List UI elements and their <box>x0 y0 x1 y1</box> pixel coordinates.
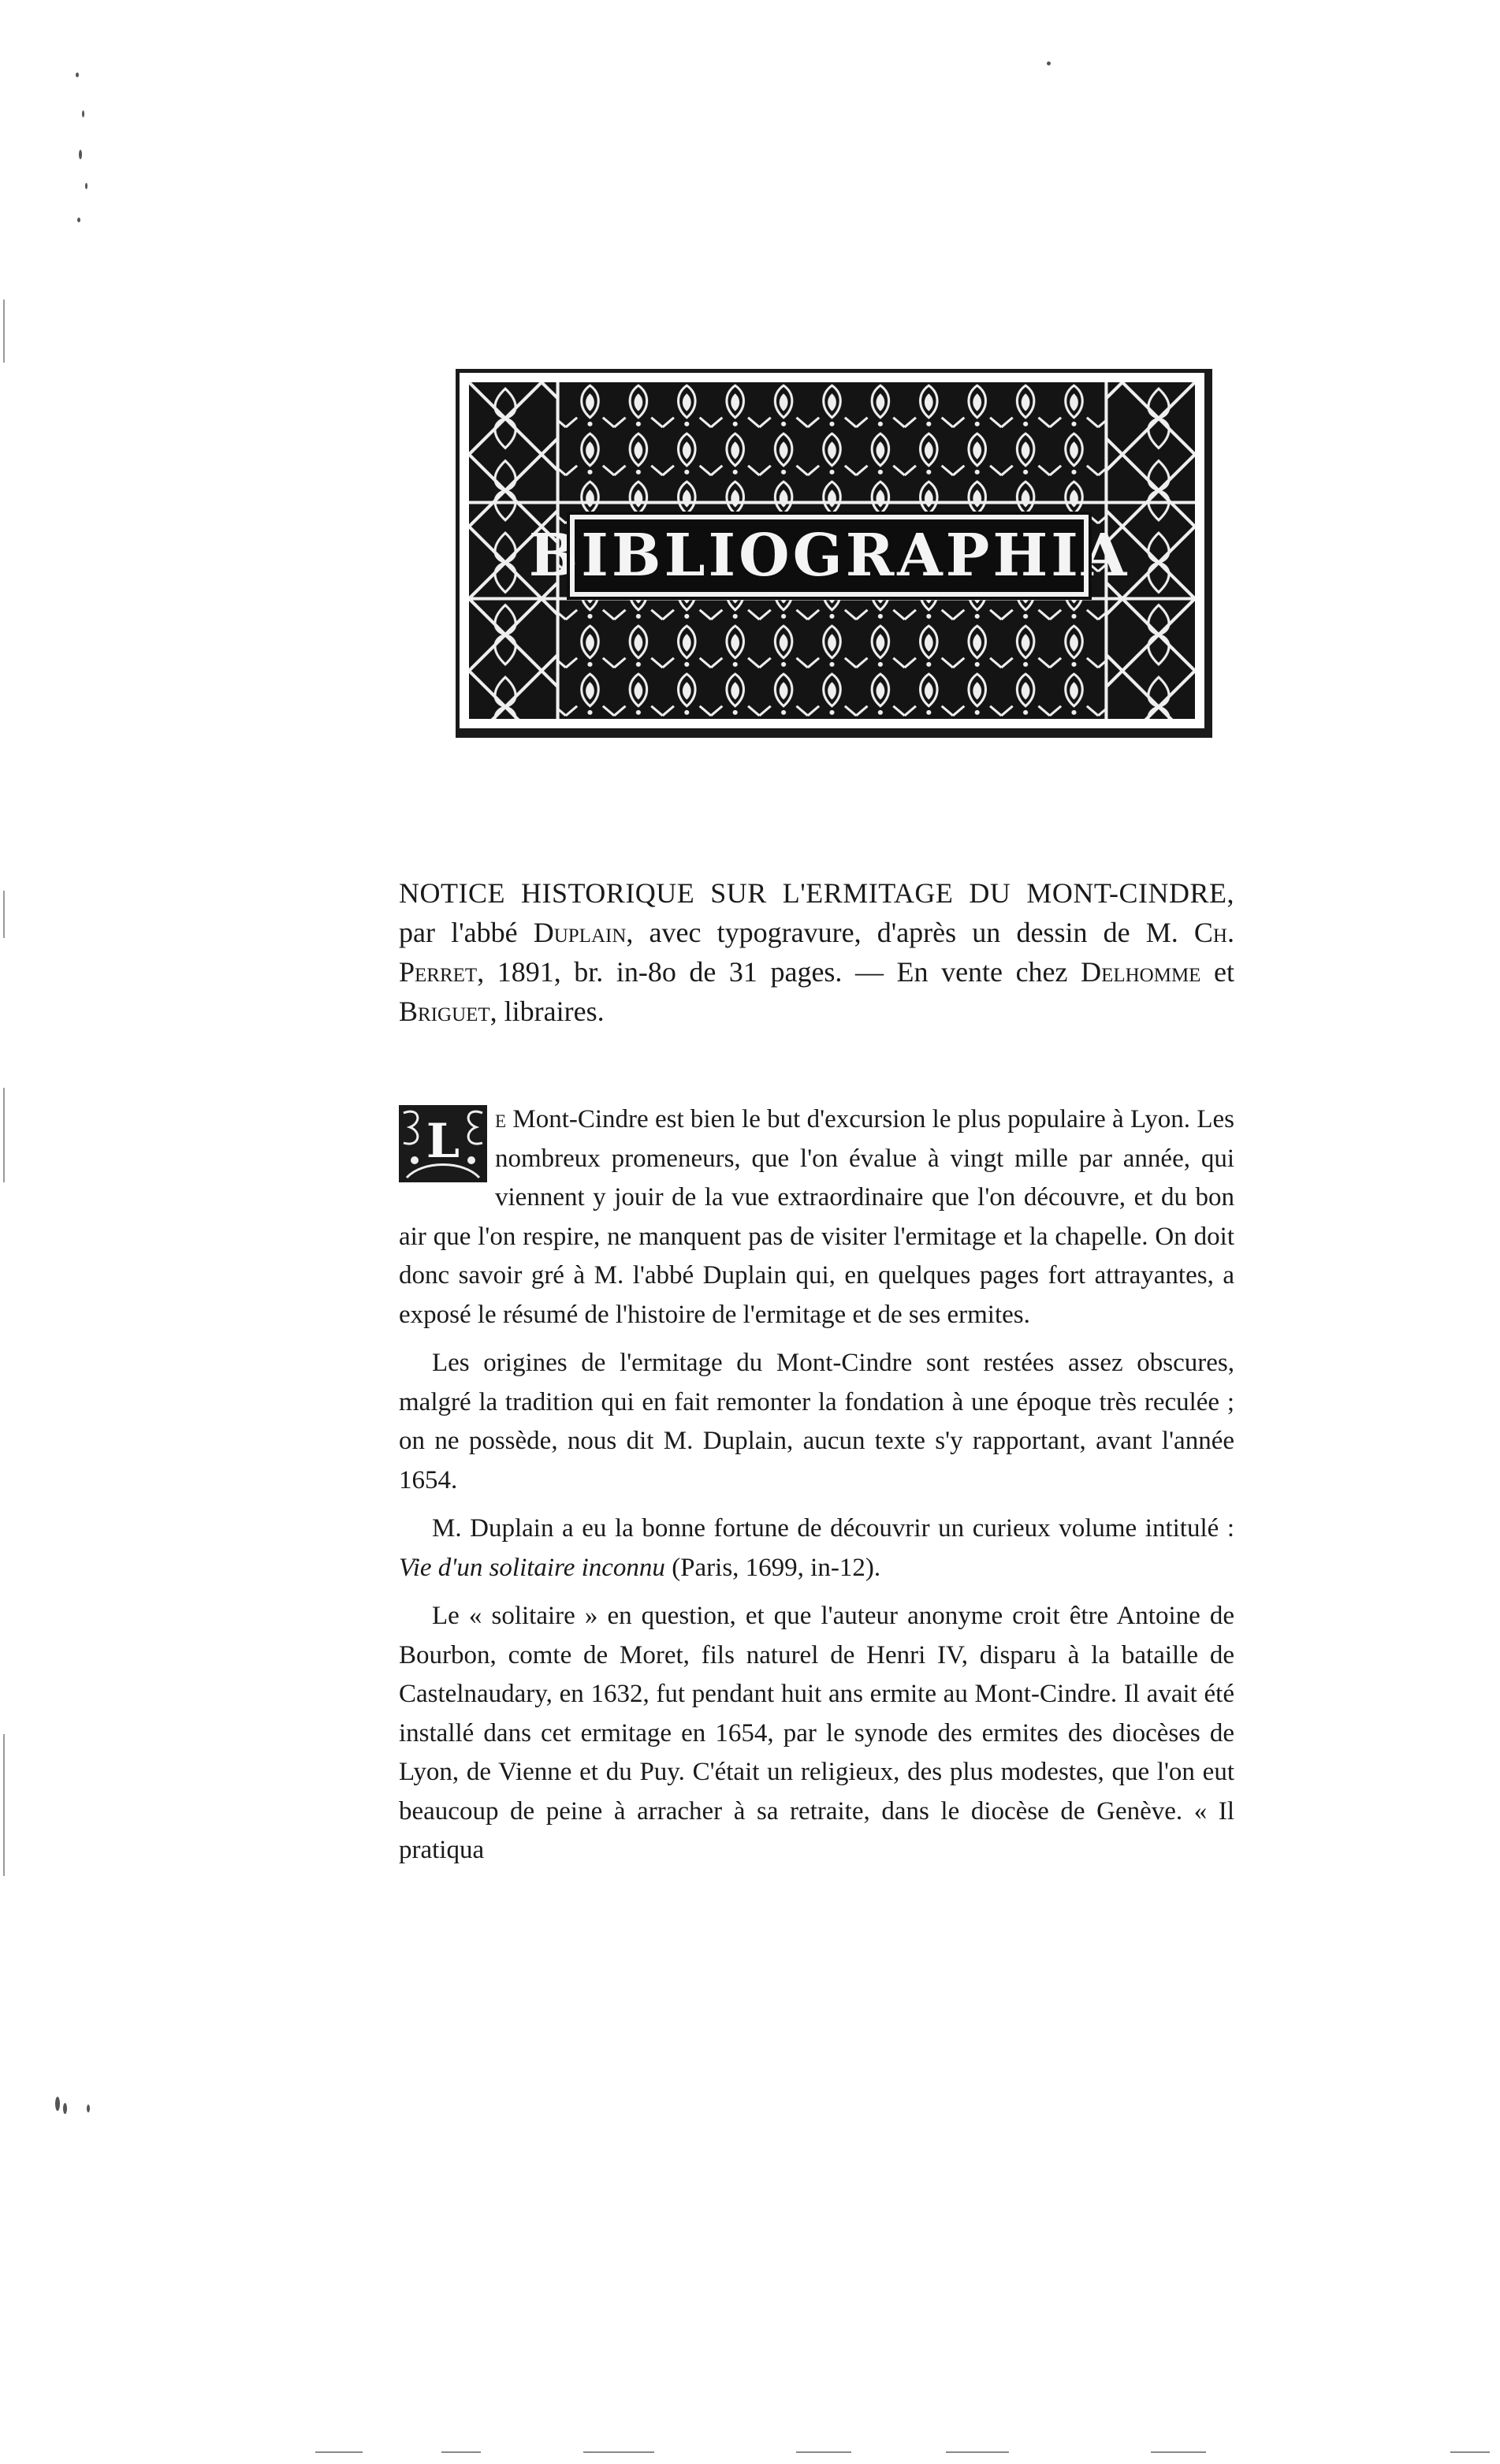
margin-speck <box>63 2103 67 2114</box>
margin-speck <box>87 2105 90 2112</box>
margin-speck <box>1047 61 1051 65</box>
margin-speck <box>77 218 80 222</box>
banner-title: BIBLIOGRAPHIA <box>528 522 1130 590</box>
margin-rule <box>3 891 5 938</box>
margin-speck <box>82 110 84 117</box>
bottom-rule <box>315 2451 363 2453</box>
notice-citation <box>399 873 1234 1031</box>
bottom-rule <box>441 2451 481 2453</box>
notice-artist: Ch. Perret <box>399 917 1234 988</box>
bottom-rule <box>1450 2451 1490 2453</box>
article-body <box>399 1100 1234 1880</box>
dropcap-ornament-icon <box>399 1105 487 1182</box>
margin-speck <box>76 73 79 77</box>
bottom-rule <box>946 2451 1009 2453</box>
margin-rule <box>3 1734 5 1876</box>
bottom-rule <box>583 2451 654 2453</box>
paragraph-1 <box>399 1100 1234 1334</box>
banner-ornament-field <box>469 382 1195 719</box>
paragraph-3-text-b: (Paris, 1699, in-12). <box>664 1553 881 1582</box>
margin-speck <box>85 183 87 189</box>
dropcap-letter: L <box>426 1114 460 1169</box>
notice-text-e: , libraires. <box>489 996 605 1027</box>
bottom-rule <box>796 2451 851 2453</box>
notice-title: NOTICE HISTORIQUE SUR L'ERMITAGE DU MONT-CINDRE, <box>399 877 1234 909</box>
margin-rule <box>3 1088 5 1182</box>
banner-title-frame <box>528 515 1130 597</box>
bibliography-banner <box>456 369 1212 738</box>
margin-rule <box>3 300 5 363</box>
paragraph-3-text-a: M. Duplain a eu la bonne fortune de découvrir un curieux volume intitulé : <box>432 1514 1234 1543</box>
notice-publisher-1: Delhomme <box>1081 956 1201 988</box>
notice-text-d: et <box>1200 956 1234 988</box>
bottom-rule <box>1151 2451 1206 2453</box>
paragraph-1-text: Mont-Cindre est bien le but d'excursion le plus populaire à Lyon. Les nombreux promeneurs, que l'on évalue à vingt mille par année, qui viennent y jouir de la vue extraordinaire que l'on découvre, et du bon air que l'on respire, ne manquent pas de visiter l'ermitage et la chapelle. On doit donc savoir gré à M. l'abbé Duplain qui, en quelques pages fort attrayantes, a exposé le résumé de l'histoire de l'ermitage et de ses ermites. <box>399 1105 1234 1329</box>
decorated-initial-icon <box>399 1105 487 1182</box>
notice-text-c: , 1891, br. in-8o de 31 pages. — En vente chez <box>477 956 1081 988</box>
margin-speck <box>55 2097 60 2111</box>
book-title: Vie d'un solitaire inconnu <box>399 1553 665 1582</box>
dropcap-continuation: e <box>495 1105 507 1133</box>
margin-speck <box>79 150 82 159</box>
notice-text-b: , avec typogravure, d'après un dessin de M. <box>626 917 1194 948</box>
paragraph-4: Le « solitaire » en question, et que l'auteur anonyme croit être Antoine de Bourbon, comte de Moret, fils naturel de Henri IV, disparu à la bataille de Castelnaudary, en 1632, fut pendant huit ans ermite au Mont-Cindre. Il avait été installé dans cet ermitage en 1654, par le synode des ermites des diocèses de Lyon, de Vienne et du Puy. C'était un religieux, des plus modestes, que l'on eut beaucoup de peine à arracher à sa retraite, dans le diocèse de Genève. « Il pratiqua <box>399 1602 1234 1864</box>
notice-author: Duplain <box>533 917 627 948</box>
paragraph-2: Les origines de l'ermitage du Mont-Cindre sont restées assez obscures, malgré la tradition qui en fait remonter la fondation à une époque très reculée ; on ne possède, nous dit M. Duplain, aucun texte s'y rapportant, avant l'année 1654. <box>399 1349 1234 1494</box>
notice-text-a: par l'abbé <box>399 917 534 948</box>
paragraph-3 <box>399 1509 1234 1587</box>
notice-publisher-2: Briguet <box>399 996 490 1027</box>
